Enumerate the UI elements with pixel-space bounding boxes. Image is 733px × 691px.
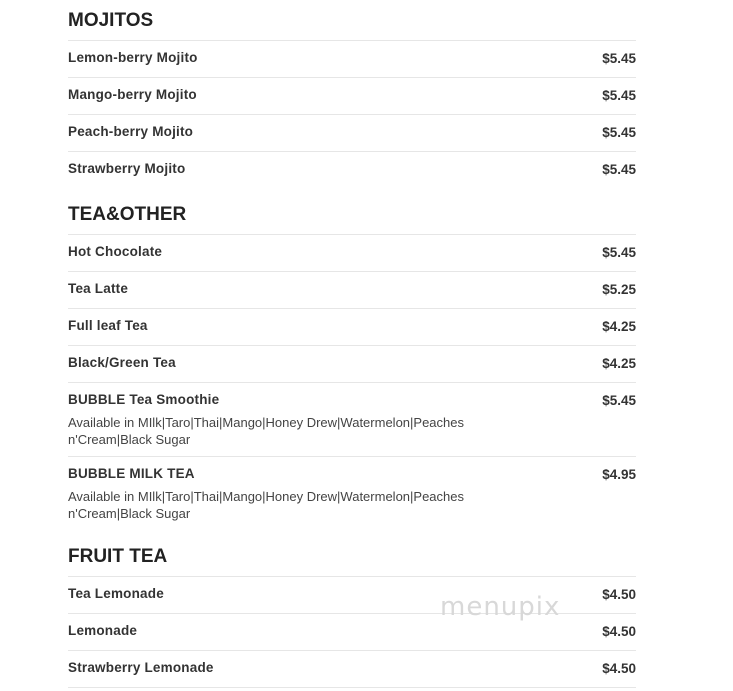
section-header [68,189,636,235]
menu-item [68,651,636,688]
item-name: Strawberry Mojito [68,161,186,176]
menu-item [68,152,636,189]
section-header [68,0,636,41]
item-description: Available in MIlk|Taro|Thai|Mango|Honey Drew|Watermelon|Peaches n'Cream|Black Sugar [68,489,464,521]
section-header [68,531,636,577]
item-name: BUBBLE Tea Smoothie [68,392,220,407]
item-price: $5.45 [602,162,636,177]
item-price: $4.50 [602,624,636,639]
menu [68,0,636,688]
item-price: $5.45 [602,51,636,66]
menu-item [68,309,636,346]
item-name: BUBBLE MILK TEA [68,466,195,481]
menu-item [68,78,636,115]
item-name: Tea Lemonade [68,586,164,601]
item-name: Tea Latte [68,281,129,296]
item-name: Strawberry Lemonade [68,660,214,675]
item-price: $4.25 [602,356,636,371]
item-name: Lemon-berry Mojito [68,50,198,65]
section-title: FRUIT TEA [68,546,168,567]
item-name: Mango-berry Mojito [68,87,197,102]
section-title: MOJITOS [68,10,154,31]
item-name: Black/Green Tea [68,355,176,370]
item-price: $4.50 [602,661,636,676]
menupix-watermark: menupix [440,592,561,622]
item-price: $4.50 [602,587,636,602]
item-price: $5.45 [602,88,636,103]
menu-item [68,115,636,152]
item-price: $5.45 [602,245,636,260]
item-price: $5.45 [602,393,636,408]
item-price: $4.95 [602,467,636,482]
menu-item [68,457,636,531]
menu-item [68,346,636,383]
item-description: Available in MIlk|Taro|Thai|Mango|Honey Drew|Watermelon|Peaches n'Cream|Black Sugar [68,415,464,447]
item-name: Peach-berry Mojito [68,124,194,139]
menu-item [68,235,636,272]
menu-item [68,383,636,457]
item-name: Full leaf Tea [68,318,148,333]
section-title: TEA&OTHER [68,204,187,225]
menu-item [68,272,636,309]
item-price: $5.25 [602,282,636,297]
item-price: $5.45 [602,125,636,140]
menu-item [68,41,636,78]
item-price: $4.25 [602,319,636,334]
item-name: Hot Chocolate [68,244,163,259]
item-name: Lemonade [68,623,138,638]
